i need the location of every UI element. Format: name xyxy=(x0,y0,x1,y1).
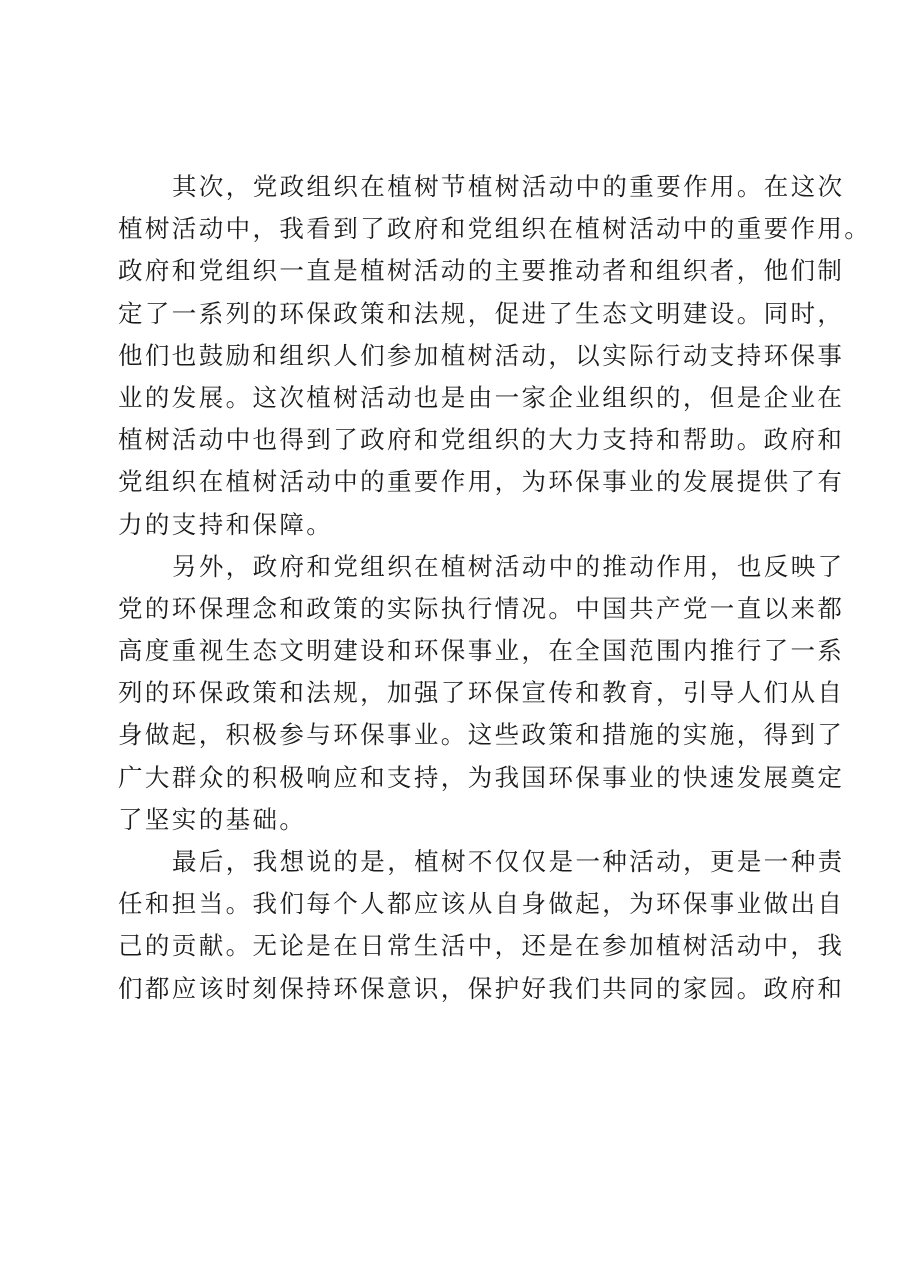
text-line: 高度重视生态文明建设和环保事业，在全国范围内推行了一系 xyxy=(118,636,845,666)
text-line: 了坚实的基础。 xyxy=(118,804,307,834)
text-line: 植树活动中也得到了政府和党组织的大力支持和帮助。政府和 xyxy=(118,425,845,455)
text-line: 力的支持和保障。 xyxy=(118,509,334,539)
paragraph xyxy=(118,841,845,1010)
text-line: 党的环保理念和政策的实际执行情况。中国共产党一直以来都 xyxy=(118,593,845,623)
text-line: 另外，政府和党组织在植树活动中的推动作用，也反映了 xyxy=(172,551,845,581)
text-line: 己的贡献。无论是在日常生活中，还是在参加植树活动中，我 xyxy=(118,931,845,961)
text-line: 列的环保政策和法规，加强了环保宣传和教育，引导人们从自 xyxy=(118,678,845,708)
document-body xyxy=(118,166,872,1010)
text-line: 身做起，积极参与环保事业。这些政策和措施的实施，得到了 xyxy=(118,720,845,750)
text-line: 广大群众的积极响应和支持，为我国环保事业的快速发展奠定 xyxy=(118,762,845,792)
paragraph xyxy=(118,166,872,546)
text-line: 最后，我想说的是，植树不仅仅是一种活动，更是一种责 xyxy=(172,847,845,876)
text-line: 他们也鼓励和组织人们参加植树活动，以实际行动支持环保事 xyxy=(118,340,845,370)
paragraph xyxy=(118,546,845,841)
text-line: 任和担当。我们每个人都应该从自身做起，为环保事业做出自 xyxy=(118,889,845,919)
text-line: 业的发展。这次植树活动也是由一家企业组织的，但是企业在 xyxy=(118,382,845,412)
text-line: 其次，党政组织在植树节植树活动中的重要作用。在这次 xyxy=(172,172,845,201)
text-line: 们都应该时刻保持环保意识，保护好我们共同的家园。政府和 xyxy=(118,973,845,1003)
text-line: 政府和党组织一直是植树活动的主要推动者和组织者，他们制 xyxy=(118,256,845,286)
text-line: 定了一系列的环保政策和法规，促进了生态文明建设。同时， xyxy=(118,298,845,328)
text-line: 植树活动中，我看到了政府和党组织在植树活动中的重要作用。 xyxy=(118,214,872,244)
text-line: 党组织在植树活动中的重要作用，为环保事业的发展提供了有 xyxy=(118,467,845,497)
